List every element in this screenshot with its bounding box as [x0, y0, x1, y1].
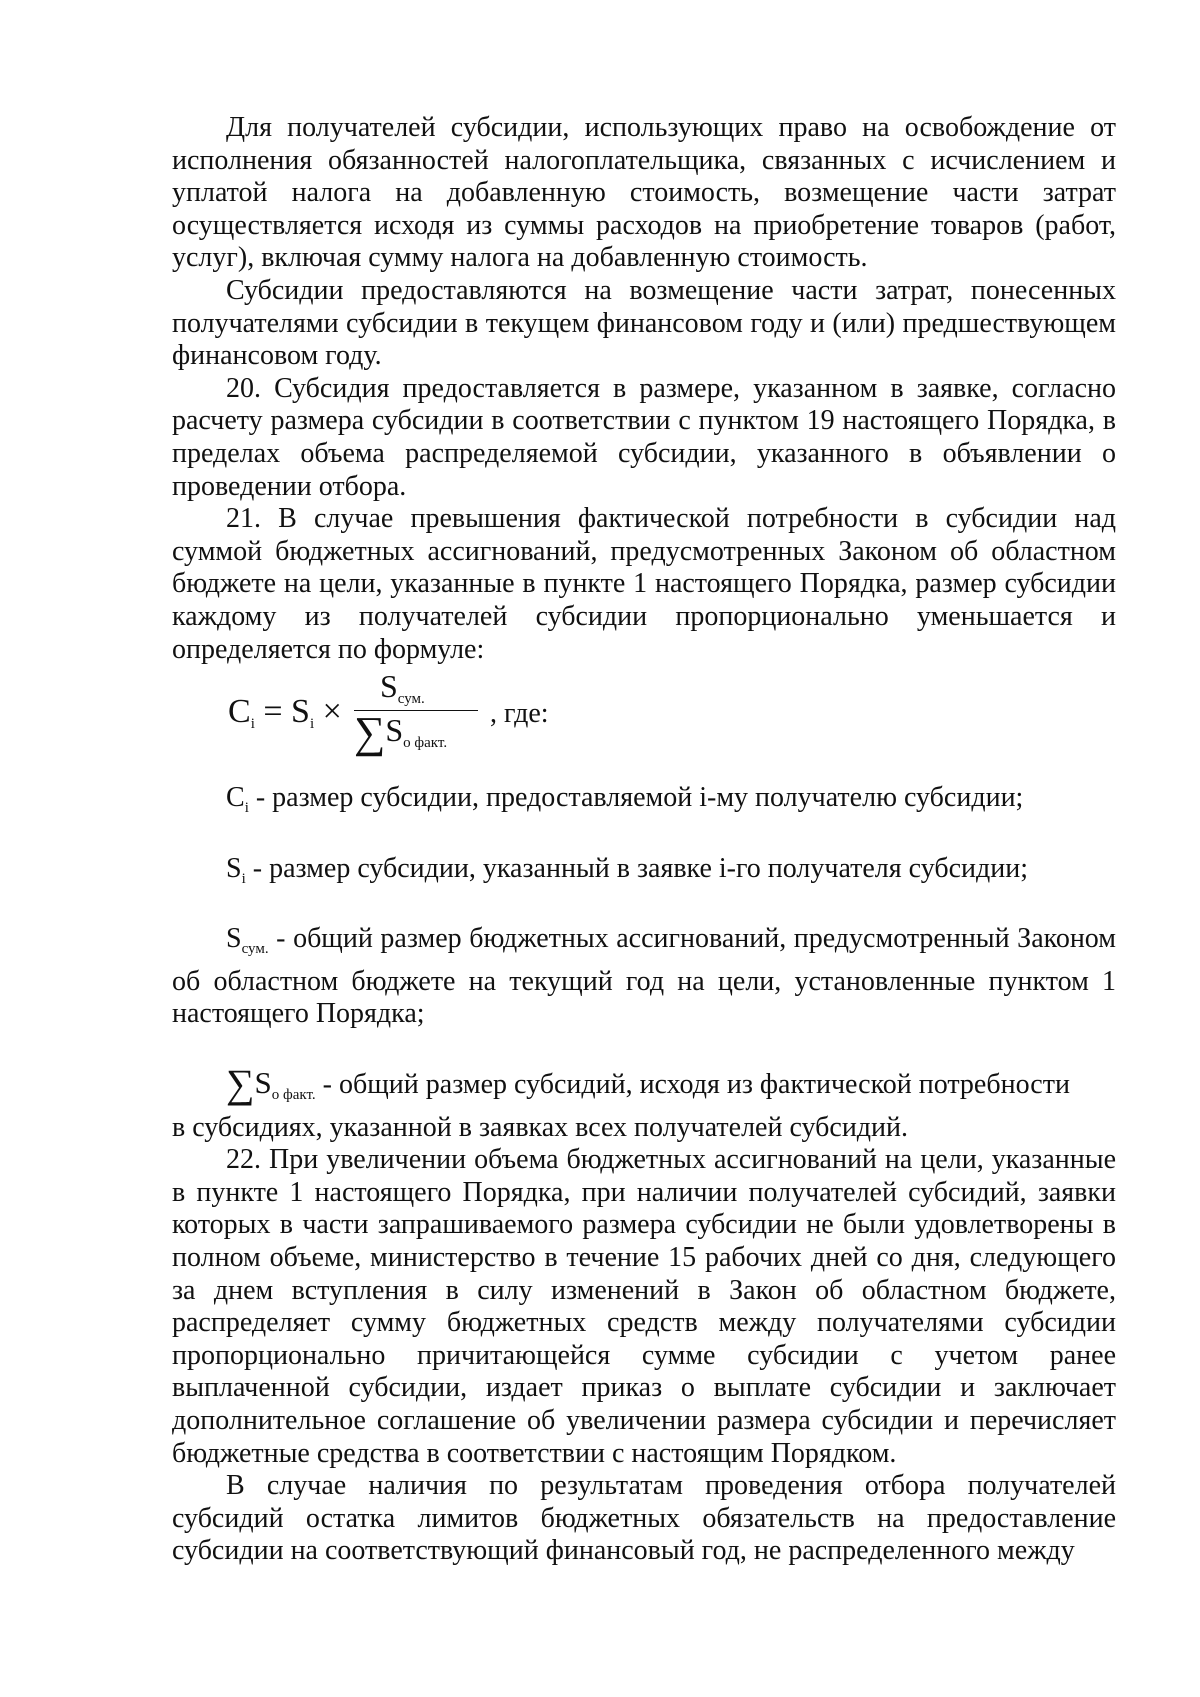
- document-page: [172, 112, 1116, 1568]
- legend-si: $S_i$ - размер субсидии, указанный в заявке i-го получателя субсидии;: [226, 852, 1028, 887]
- spacer: [172, 825, 1116, 853]
- paragraph-remaining-limits: В случае наличия по результатам проведения отбора получателей субсидий остатка лимитов бюджетных обязательств на предоставление субсидии на соответствующий финансовый год, не распределенного между: [172, 1470, 1116, 1567]
- legend-ssum: $S_{сум.}$ - общий размер бюджетных ассигнований, предусмотренный Законом об областном бюджете на текущий год на цели, установленные пунктом 1 настоящего Порядка;: [172, 923, 1116, 1030]
- formula-lhs: $C_i = S_i$ ×: [228, 693, 342, 733]
- sum-symbol: ∑: [226, 1061, 255, 1107]
- formula-where: , где:: [490, 698, 549, 730]
- formula-denominator: $\sum S_{о факт.}$: [354, 708, 448, 758]
- spacer: [172, 1031, 1116, 1067]
- formula-numerator: $S_{сум.}$: [380, 668, 425, 708]
- paragraph-sfact-continued: в субсидиях, указанной в заявках всех получателей субсидий.: [172, 1111, 909, 1143]
- sum-symbol: ∑: [354, 708, 386, 758]
- paragraph-21: 21. В случае превышения фактической потребности в субсидии над суммой бюджетных ассигнований, предусмотренных Законом об областном бюджете на цели, указанные в пункте 1 настоящего Порядка, размер субсидии каждому из получателей субсидии пропорционально уменьшается и определяется по формуле:: [172, 503, 1116, 665]
- subsidy-formula: [172, 670, 1116, 782]
- legend-sfact: $\sum S_{о факт.}$ - общий размер субсидий, исходя из фактической потребности: [226, 1061, 1070, 1107]
- paragraph-20: 20. Субсидия предоставляется в размере, указанном в заявке, согласно расчету размера субсидии в соответствии с пунктом 19 настоящего Порядка, в пределах объема распределяемой субсидии, указанного в объявлении о проведении отбора.: [172, 372, 1116, 502]
- paragraph-vat-exemption: Для получателей субсидии, использующих право на освобождение от исполнения обязанностей налогоплательщика, связанных с исчислением и уплатой налога на добавленную стоимость, возмещение части затрат осуществляется исходя из суммы расходов на приобретение товаров (работ, услуг), включая сумму налога на добавленную стоимость.: [172, 112, 1116, 274]
- legend-ci: $C_i$ - размер субсидии, предоставляемой i-му получателю субсидии;: [226, 782, 1024, 817]
- paragraph-22: 22. При увеличении объема бюджетных ассигнований на цели, указанные в пункте 1 настоящего Порядка, при наличии получателей субсидий, заявки которых в части запрашиваемого размера субсидии не были удовлетворены в полном объеме, министерство в течение 15 рабочих дней со дня, следующего за днем вступления в силу изменений в Закон об областном бюджете, распределяет сумму бюджетных средств между получателями субсидии пропорционально причитающейся сумме субсидии с учетом ранее выплаченной субсидии, издает приказ о выплате субсидии и заключает дополнительное соглашение об увеличении размера субсидии и перечисляет бюджетные средства в соответствии с настоящим Порядком.: [172, 1144, 1116, 1469]
- spacer: [172, 895, 1116, 923]
- paragraph-subsidy-purpose: Субсидии предоставляются на возмещение части затрат, понесенных получателями субсидии в текущем финансовом году и (или) предшествующем финансовом году.: [172, 274, 1116, 372]
